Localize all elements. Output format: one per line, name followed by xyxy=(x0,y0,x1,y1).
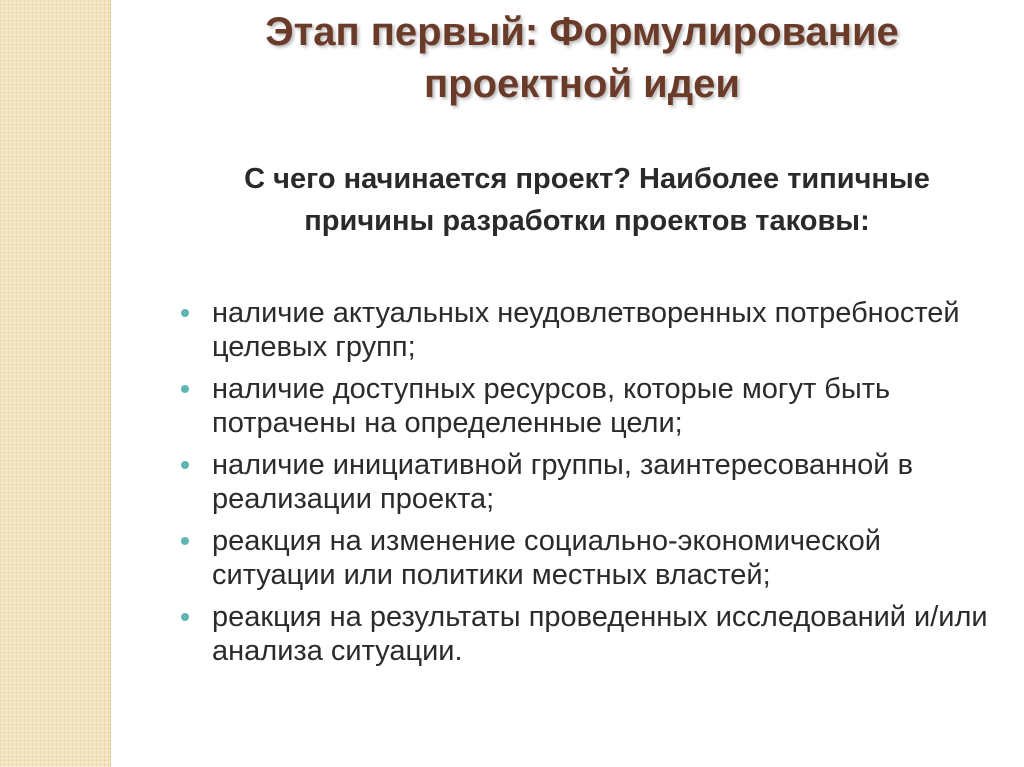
list-item xyxy=(178,296,998,364)
bullet-text: наличие доступных ресурсов, которые могут быть потрачены на определенные цели; xyxy=(212,373,891,439)
bullet-list xyxy=(178,296,998,676)
slide-subtitle-line-1: С чего начинается проект? Наиболее типичные xyxy=(244,163,930,195)
bullet-text: наличие инициативной группы, заинтересованной в реализации проекта; xyxy=(212,449,913,515)
slide-subtitle xyxy=(150,158,1024,242)
bullet-dot-icon xyxy=(181,309,189,317)
bullet-text: реакция на изменение социально-экономической ситуации или политики местных властей; xyxy=(212,525,881,591)
list-item xyxy=(178,448,998,516)
bullet-dot-icon xyxy=(181,613,189,621)
bullet-dot-icon xyxy=(181,385,189,393)
list-item xyxy=(178,600,998,668)
bullet-text: наличие актуальных неудовлетворенных потребностей целевых групп; xyxy=(212,297,960,363)
list-item xyxy=(178,372,998,440)
slide-title xyxy=(140,6,1024,110)
slide-title-line-1: Этап первый: Формулирование xyxy=(265,10,899,54)
bullet-dot-icon xyxy=(181,461,189,469)
bullet-dot-icon xyxy=(181,537,189,545)
slide-subtitle-line-2: причины разработки проектов таковы: xyxy=(304,205,870,237)
bullet-text: реакция на результаты проведенных исследований и/или анализа ситуации. xyxy=(212,601,988,667)
decorative-side-band xyxy=(0,0,111,767)
slide-title-line-2: проектной идеи xyxy=(424,62,740,106)
list-item xyxy=(178,524,998,592)
